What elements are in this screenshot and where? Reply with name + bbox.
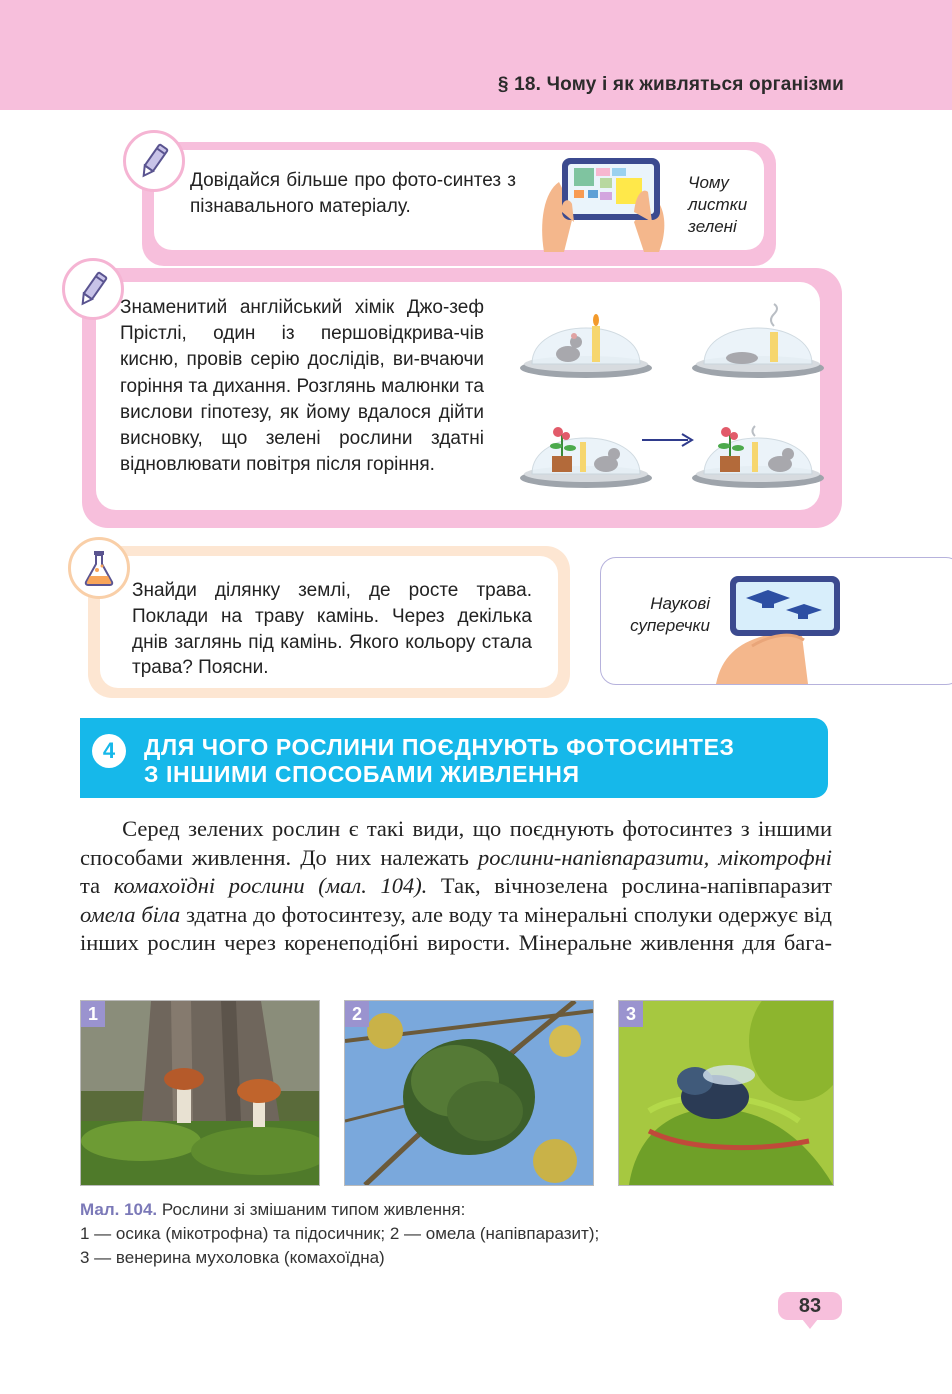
figure-caption-text: 1 — осика (мікотрофна) та підосичник; 2 — омела (напівпаразит); bbox=[80, 1224, 600, 1243]
photo-mistletoe bbox=[344, 1000, 594, 1186]
link-note-line: Чому bbox=[688, 173, 729, 192]
section-title-line: З ІНШИМИ СПОСОБАМИ ЖИВЛЕННЯ bbox=[144, 761, 580, 787]
photo-aspen-mushrooms bbox=[80, 1000, 320, 1186]
arrow-right-icon bbox=[640, 432, 696, 448]
learn-more-text: Довідайся більше про фото-синтез з пізнавального матеріалу. bbox=[190, 170, 516, 217]
photo-number-badge: 2 bbox=[345, 1001, 369, 1027]
debate-note-line: Наукові bbox=[650, 594, 710, 613]
pencil-icon bbox=[62, 258, 124, 320]
section-title bbox=[144, 734, 824, 788]
debate-note[interactable] bbox=[622, 593, 710, 637]
figure-caption bbox=[80, 1198, 840, 1270]
bell-jar-plant-mouse-candle-illustration bbox=[690, 406, 826, 492]
experiment-task-text: Знайди ділянку землі, де росте трава. Поклади на траву камінь. Через декілька днів заглянь під камінь. Якого кольору стала трава? Поясни. bbox=[132, 580, 532, 679]
link-note-why-leaves-green[interactable] bbox=[688, 172, 747, 238]
priestley-task-text: Знаменитий англійський хімік Джо-зеф Прістлі, один із першовідкрива-чів кисню, провів серію дослідів, ви-вчаючи горіння та дихання. Розглянь малюнки та вислови гіпотезу, як йому вдалося дійти висновку, що зелені рослини здатні відновлювати повітря після горіння. bbox=[120, 297, 484, 476]
bell-jar-plant-mouse-illustration bbox=[518, 406, 654, 492]
figure-caption-label: Мал. 104. bbox=[80, 1200, 158, 1219]
page-number-tip bbox=[802, 1319, 818, 1329]
section-title-line: ДЛЯ ЧОГО РОСЛИНИ ПОЄДНУЮТЬ ФОТОСИНТЕЗ bbox=[144, 734, 735, 760]
photo-number-badge: 3 bbox=[619, 1001, 643, 1027]
pencil-icon bbox=[123, 130, 185, 192]
link-note-line: листки bbox=[688, 195, 748, 214]
figure-caption-text: 3 — венерина мухоловка (комахоїдна) bbox=[80, 1248, 385, 1267]
link-note-line: зелені bbox=[688, 217, 737, 236]
body-paragraph bbox=[80, 815, 832, 958]
tablet-in-hands-illustration[interactable] bbox=[534, 152, 684, 252]
body-text: Серед зелених рослин є такі види, що поєднують фотосинтез з іншими способами живлення. До них належать bbox=[80, 816, 832, 870]
debate-note-line: суперечки bbox=[630, 616, 710, 635]
body-text: Так, вічнозелена рослина-напівпаразит bbox=[427, 873, 832, 899]
page-number: 83 bbox=[778, 1292, 842, 1320]
flask-icon bbox=[68, 537, 130, 599]
photo-number-badge: 1 bbox=[81, 1001, 105, 1027]
body-term: комахоїдні рослини (мал. 104). bbox=[113, 873, 428, 899]
body-term: рослини-напівпаразити, мікотрофні bbox=[477, 844, 832, 870]
body-term: омела біла bbox=[80, 901, 181, 927]
body-text: здатна до фотосинтезу, але воду та мінеральні сполуки одержує від інших рослин через коренеподібні вирости. Мінеральне живлення для бага- bbox=[80, 901, 832, 956]
phone-in-hand-illustration[interactable] bbox=[712, 574, 844, 684]
body-text: та bbox=[80, 873, 114, 899]
photo-venus-flytrap bbox=[618, 1000, 834, 1186]
bell-jar-mouse-candle-illustration bbox=[518, 296, 654, 382]
bell-jar-extinguished-illustration bbox=[690, 296, 826, 382]
figure-caption-text: Рослини зі змішаним типом живлення: bbox=[157, 1200, 466, 1219]
section-number: 4 bbox=[92, 734, 126, 768]
page-header-title: § 18. Чому і як живляться організми bbox=[497, 74, 844, 95]
